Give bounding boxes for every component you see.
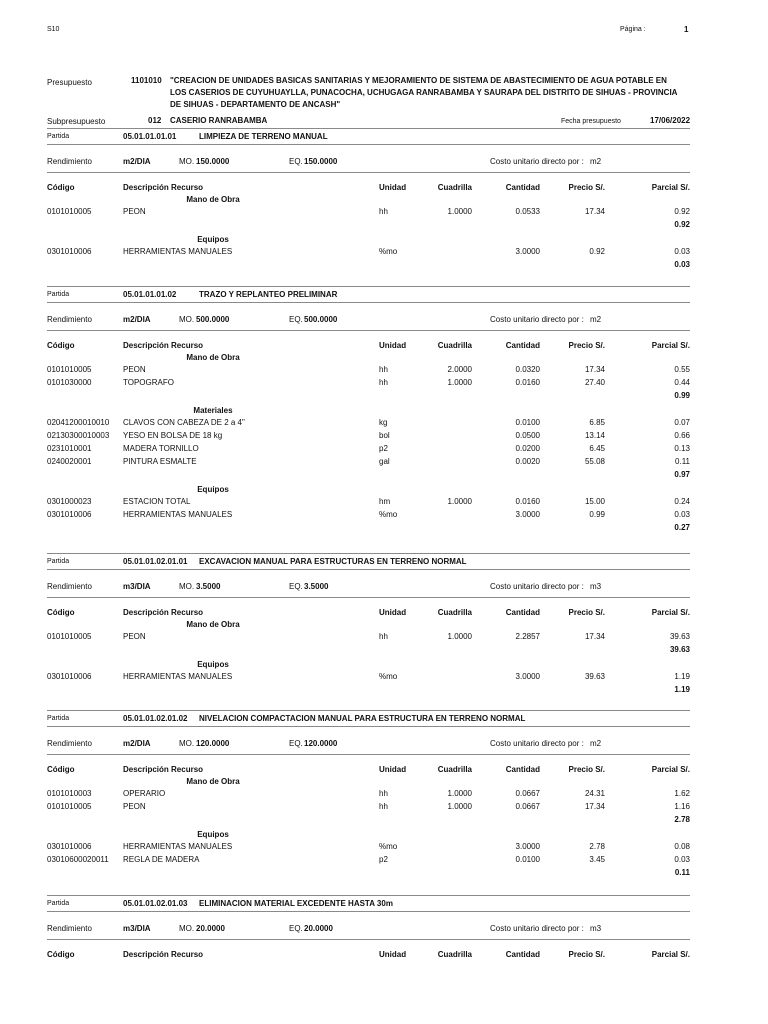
col-header-precio: Precio S/. [568, 608, 605, 617]
partida-name: LIMPIEZA DE TERRENO MANUAL [199, 132, 328, 141]
cell-descripcion: PEON [123, 365, 146, 374]
partida-divider [47, 302, 690, 303]
col-header-descripcion: Descripción Recurso [123, 765, 204, 774]
costo-unitario-label: Costo unitario directo por : [490, 924, 584, 933]
cell-cuadrilla: 1.0000 [447, 497, 472, 506]
cell-parcial: 0.13 [674, 444, 690, 453]
col-header-cuadrilla: Cuadrilla [437, 341, 472, 350]
cell-cantidad: 3.0000 [515, 672, 540, 681]
cell-codigo: 0101010005 [47, 365, 92, 374]
partida-code: 05.01.01.02.01.02 [123, 714, 188, 723]
page-label: Página : [620, 26, 646, 33]
cell-parcial: 1.16 [674, 802, 690, 811]
rendimiento-unit: m3/DIA [123, 924, 151, 933]
partida-code: 05.01.01.01.01 [123, 132, 177, 141]
cell-parcial: 39.63 [669, 632, 690, 641]
rendimiento-label: Rendimiento [47, 924, 92, 933]
group-total: 0.97 [674, 470, 690, 479]
partida-code: 05.01.01.01.02 [123, 290, 177, 299]
partida-code: 05.01.01.02.01.01 [123, 557, 188, 566]
partida-divider [47, 710, 690, 711]
partida-label: Partida [47, 291, 70, 298]
cell-precio: 27.40 [584, 378, 605, 387]
cell-descripcion: PEON [123, 632, 146, 641]
cell-unidad: hm [379, 497, 391, 506]
cell-unidad: hh [379, 378, 388, 387]
mo-value: 20.0000 [196, 924, 225, 933]
cell-codigo: 02130300010003 [47, 431, 110, 440]
cell-codigo: 0301000023 [47, 497, 92, 506]
costo-unitario-unit: m2 [590, 315, 602, 324]
cell-descripcion: HERRAMIENTAS MANUALES [123, 672, 233, 681]
partida-label: Partida [47, 900, 70, 907]
cell-parcial: 0.07 [674, 418, 690, 427]
cell-descripcion: MADERA TORNILLO [123, 444, 199, 453]
cell-precio: 24.31 [584, 789, 605, 798]
costo-unitario-label: Costo unitario directo por : [490, 582, 584, 591]
col-header-descripcion: Descripción Recurso [123, 183, 204, 192]
cell-cantidad: 0.0100 [515, 418, 540, 427]
cell-cantidad: 0.0020 [515, 457, 540, 466]
cell-unidad: %mo [379, 842, 398, 851]
mo-label: MO. [179, 739, 195, 748]
cell-unidad: %mo [379, 672, 398, 681]
partida-label: Partida [47, 715, 70, 722]
col-header-descripcion: Descripción Recurso [123, 341, 204, 350]
cell-parcial: 0.03 [674, 855, 690, 864]
col-header-cuadrilla: Cuadrilla [437, 608, 472, 617]
col-header-unidad: Unidad [379, 950, 407, 959]
cell-descripcion: ESTACION TOTAL [123, 497, 191, 506]
col-header-codigo: Código [47, 183, 75, 192]
costo-unitario-label: Costo unitario directo por : [490, 315, 584, 324]
rendimiento-label: Rendimiento [47, 157, 92, 166]
cell-unidad: hh [379, 802, 388, 811]
cell-descripcion: PEON [123, 207, 146, 216]
col-header-precio: Precio S/. [568, 765, 605, 774]
cell-unidad: hh [379, 632, 388, 641]
costo-unitario-unit: m2 [590, 739, 602, 748]
mo-label: MO. [179, 924, 195, 933]
partida-divider [47, 330, 690, 331]
col-header-cantidad: Cantidad [505, 183, 540, 192]
system-code: S10 [47, 26, 60, 33]
cell-precio: 17.34 [584, 802, 605, 811]
subpresupuesto-name: CASERIO RANRABAMBA [170, 116, 268, 125]
cell-parcial: 0.08 [674, 842, 690, 851]
col-header-unidad: Unidad [379, 183, 407, 192]
cell-cuadrilla: 1.0000 [447, 802, 472, 811]
cell-cantidad: 0.0160 [515, 378, 540, 387]
group-title: Mano de Obra [186, 777, 240, 786]
group-total: 0.99 [674, 391, 690, 400]
cell-cantidad: 2.2857 [515, 632, 540, 641]
group-title: Mano de Obra [186, 195, 240, 204]
cell-parcial: 0.66 [674, 431, 690, 440]
partida-divider [47, 939, 690, 940]
cell-codigo: 0101010005 [47, 207, 92, 216]
group-title: Equipos [197, 660, 229, 669]
cell-cantidad: 0.0500 [515, 431, 540, 440]
col-header-codigo: Código [47, 765, 75, 774]
cell-codigo: 03010600020011 [47, 855, 109, 864]
cell-parcial: 0.03 [674, 247, 690, 256]
col-header-descripcion: Descripción Recurso [123, 608, 204, 617]
partida-divider [47, 726, 690, 727]
cell-descripcion: HERRAMIENTAS MANUALES [123, 247, 233, 256]
rendimiento-label: Rendimiento [47, 582, 92, 591]
cell-descripcion: HERRAMIENTAS MANUALES [123, 842, 233, 851]
mo-value: 500.0000 [196, 315, 230, 324]
cell-cuadrilla: 1.0000 [447, 207, 472, 216]
eq-label: EQ. [289, 739, 303, 748]
col-header-cantidad: Cantidad [505, 341, 540, 350]
col-header-unidad: Unidad [379, 341, 407, 350]
cell-precio: 39.63 [584, 672, 605, 681]
page-number: 1 [684, 25, 689, 34]
cell-descripcion: TOPOGRAFO [123, 378, 174, 387]
rendimiento-unit: m2/DIA [123, 157, 151, 166]
cell-cuadrilla: 2.0000 [447, 365, 472, 374]
cell-precio: 2.78 [589, 842, 605, 851]
rendimiento-label: Rendimiento [47, 315, 92, 324]
cell-unidad: hh [379, 789, 388, 798]
cell-codigo: 0101010003 [47, 789, 92, 798]
cell-descripcion: PINTURA ESMALTE [123, 457, 197, 466]
cell-precio: 3.45 [589, 855, 605, 864]
partida-divider [47, 754, 690, 755]
group-title: Materiales [193, 406, 233, 415]
eq-label: EQ. [289, 924, 303, 933]
cell-descripcion: PEON [123, 802, 146, 811]
group-total: 0.11 [674, 868, 690, 877]
col-header-codigo: Código [47, 341, 75, 350]
mo-value: 150.0000 [196, 157, 230, 166]
cell-unidad: bol [379, 431, 390, 440]
partida-label: Partida [47, 133, 70, 140]
group-total: 0.03 [674, 260, 690, 269]
cell-codigo: 0301010006 [47, 247, 92, 256]
col-header-cantidad: Cantidad [505, 608, 540, 617]
cell-parcial: 1.62 [674, 789, 690, 798]
cell-parcial: 0.11 [675, 457, 690, 466]
rendimiento-unit: m2/DIA [123, 739, 151, 748]
presupuesto-description: "CREACION DE UNIDADES BASICAS SANITARIAS Y MEJORAMIENTO DE SISTEMA DE ABASTECIMIENTO DE AGUA POTABLE EN LOS CASERIOS DE CUYUHUAYLLA, PUNACOCHA, UCHUGAGA RANRABAMBA Y SAURAPA DEL DISTRITO DE SIHUAS - PROVINCIA DE SIHUAS - DEPARTAMENTO DE ANCASH" [170, 76, 678, 109]
cell-cuadrilla: 1.0000 [447, 632, 472, 641]
cell-precio: 17.34 [584, 365, 605, 374]
col-header-cantidad: Cantidad [505, 765, 540, 774]
subpresupuesto-code: 012 [148, 116, 162, 125]
col-header-cuadrilla: Cuadrilla [437, 950, 472, 959]
cell-codigo: 0301010006 [47, 510, 92, 519]
eq-value: 150.0000 [304, 157, 338, 166]
group-total: 0.92 [674, 220, 690, 229]
eq-label: EQ. [289, 157, 303, 166]
mo-label: MO. [179, 157, 195, 166]
group-total: 2.78 [674, 815, 690, 824]
cell-cantidad: 0.0667 [515, 802, 540, 811]
col-header-descripcion: Descripción Recurso [123, 950, 204, 959]
cell-codigo: 0301010006 [47, 672, 92, 681]
cell-parcial: 0.92 [674, 207, 690, 216]
mo-label: MO. [179, 582, 195, 591]
cell-cuadrilla: 1.0000 [447, 378, 472, 387]
group-title: Equipos [197, 235, 229, 244]
cell-codigo: 02041200010010 [47, 418, 110, 427]
fecha-value: 17/06/2022 [650, 116, 691, 125]
presupuesto-code: 1101010 [131, 76, 162, 85]
cell-unidad: hh [379, 207, 388, 216]
rendimiento-label: Rendimiento [47, 739, 92, 748]
col-header-parcial: Parcial S/. [651, 608, 690, 617]
rendimiento-unit: m2/DIA [123, 315, 151, 324]
group-total: 39.63 [669, 645, 690, 654]
cell-descripcion: OPERARIO [123, 789, 166, 798]
cell-unidad: %mo [379, 510, 398, 519]
cell-parcial: 1.19 [674, 672, 690, 681]
mo-label: MO. [179, 315, 195, 324]
col-header-parcial: Parcial S/. [651, 765, 690, 774]
cell-precio: 6.45 [589, 444, 605, 453]
cell-precio: 15.00 [584, 497, 605, 506]
cell-precio: 0.92 [589, 247, 605, 256]
cell-unidad: p2 [379, 855, 388, 864]
cell-unidad: gal [379, 457, 390, 466]
partida-code: 05.01.01.02.01.03 [123, 899, 188, 908]
cell-codigo: 0101010005 [47, 632, 92, 641]
col-header-precio: Precio S/. [568, 183, 605, 192]
cell-unidad: p2 [379, 444, 388, 453]
eq-value: 3.5000 [304, 582, 329, 591]
costo-unitario-unit: m3 [590, 924, 602, 933]
cell-descripcion: REGLA DE MADERA [123, 855, 200, 864]
eq-label: EQ. [289, 582, 303, 591]
cell-codigo: 0101010005 [47, 802, 92, 811]
partida-divider [47, 569, 690, 570]
col-header-parcial: Parcial S/. [651, 950, 690, 959]
col-header-parcial: Parcial S/. [651, 183, 690, 192]
eq-value: 20.0000 [304, 924, 333, 933]
partida-divider [47, 172, 690, 173]
partida-name: ELIMINACION MATERIAL EXCEDENTE HASTA 30m [199, 899, 393, 908]
cell-parcial: 0.55 [674, 365, 690, 374]
group-title: Equipos [197, 830, 229, 839]
mo-value: 120.0000 [196, 739, 230, 748]
costo-unitario-unit: m2 [590, 157, 602, 166]
rendimiento-unit: m3/DIA [123, 582, 151, 591]
cell-codigo: 0301010006 [47, 842, 92, 851]
cell-descripcion: YESO EN BOLSA DE 18 kg [123, 431, 223, 440]
cell-codigo: 0101030000 [47, 378, 92, 387]
partida-name: EXCAVACION MANUAL PARA ESTRUCTURAS EN TERRENO NORMAL [199, 557, 467, 566]
col-header-cuadrilla: Cuadrilla [437, 765, 472, 774]
partida-divider [47, 895, 690, 896]
cell-cantidad: 3.0000 [515, 842, 540, 851]
eq-value: 120.0000 [304, 739, 338, 748]
cell-unidad: %mo [379, 247, 398, 256]
cell-cantidad: 3.0000 [515, 247, 540, 256]
costo-unitario-label: Costo unitario directo por : [490, 739, 584, 748]
group-total: 1.19 [674, 685, 690, 694]
eq-label: EQ. [289, 315, 303, 324]
cell-cuadrilla: 1.0000 [447, 789, 472, 798]
eq-value: 500.0000 [304, 315, 338, 324]
group-title: Equipos [197, 485, 229, 494]
partida-name: NIVELACION COMPACTACION MANUAL PARA ESTRUCTURA EN TERRENO NORMAL [199, 714, 526, 723]
cell-cantidad: 3.0000 [515, 510, 540, 519]
partida-divider [47, 286, 690, 287]
subpresupuesto-label: Subpresupuesto [47, 117, 106, 126]
col-header-codigo: Código [47, 950, 75, 959]
partida-divider [47, 553, 690, 554]
col-header-parcial: Parcial S/. [651, 341, 690, 350]
cell-unidad: hh [379, 365, 388, 374]
fecha-label: Fecha presupuesto [561, 118, 621, 125]
partida-divider [47, 597, 690, 598]
cell-precio: 6.85 [589, 418, 605, 427]
cell-precio: 17.34 [584, 207, 605, 216]
col-header-precio: Precio S/. [568, 950, 605, 959]
partida-label: Partida [47, 558, 70, 565]
cell-unidad: kg [379, 418, 388, 427]
costo-unitario-unit: m3 [590, 582, 602, 591]
partida-divider [47, 144, 690, 145]
col-header-precio: Precio S/. [568, 341, 605, 350]
col-header-cuadrilla: Cuadrilla [437, 183, 472, 192]
col-header-cantidad: Cantidad [505, 950, 540, 959]
cell-cantidad: 0.0667 [515, 789, 540, 798]
col-header-unidad: Unidad [379, 765, 407, 774]
partida-divider [47, 128, 690, 129]
cell-parcial: 0.44 [674, 378, 690, 387]
cell-cantidad: 0.0100 [515, 855, 540, 864]
cell-cantidad: 0.0160 [515, 497, 540, 506]
group-total: 0.27 [674, 523, 690, 532]
col-header-unidad: Unidad [379, 608, 407, 617]
cell-cantidad: 0.0533 [515, 207, 540, 216]
cell-cantidad: 0.0320 [515, 365, 540, 374]
cell-codigo: 0231010001 [47, 444, 92, 453]
cell-parcial: 0.03 [674, 510, 690, 519]
cell-cantidad: 0.0200 [515, 444, 540, 453]
costo-unitario-label: Costo unitario directo por : [490, 157, 584, 166]
mo-value: 3.5000 [196, 582, 221, 591]
cell-precio: 55.08 [584, 457, 605, 466]
group-title: Mano de Obra [186, 353, 240, 362]
group-title: Mano de Obra [186, 620, 240, 629]
col-header-codigo: Código [47, 608, 75, 617]
cell-precio: 0.99 [589, 510, 605, 519]
cell-codigo: 0240020001 [47, 457, 92, 466]
cell-descripcion: CLAVOS CON CABEZA DE 2 a 4" [123, 418, 245, 427]
cell-parcial: 0.24 [674, 497, 690, 506]
cell-precio: 13.14 [584, 431, 605, 440]
partida-name: TRAZO Y REPLANTEO PRELIMINAR [199, 290, 338, 299]
cell-precio: 17.34 [584, 632, 605, 641]
cell-descripcion: HERRAMIENTAS MANUALES [123, 510, 233, 519]
presupuesto-label: Presupuesto [47, 78, 92, 87]
partida-divider [47, 911, 690, 912]
